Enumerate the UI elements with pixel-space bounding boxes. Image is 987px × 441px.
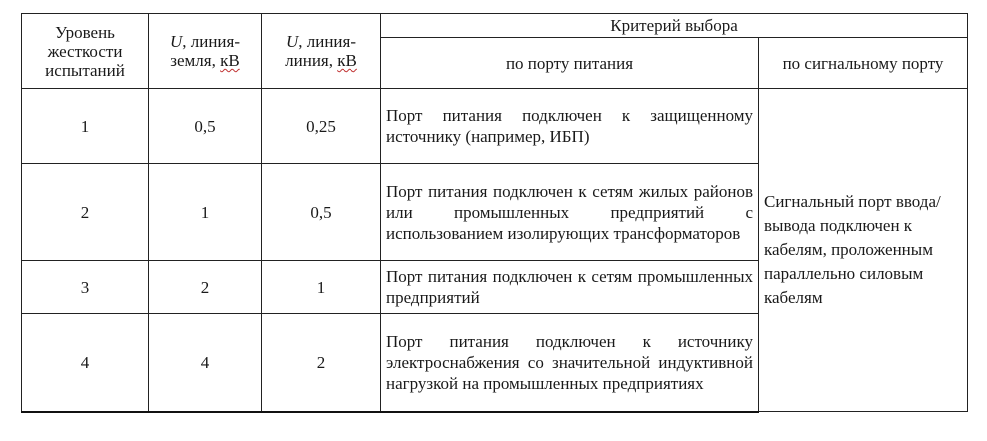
cell-level: 1 [22,89,149,164]
header-u-line-ground-symbol: U [169,32,183,51]
cell-u-line-line: 1 [262,261,381,314]
header-u-line-ground-text: , линия-земля, [170,32,241,70]
header-level: Уровень жесткости испытаний [22,14,149,89]
header-row-top [22,14,968,38]
table-row [22,89,968,164]
cell-signal-port: Сигнальный порт ввода/вывода подключен к кабелям, проложенным параллельно силовым кабелям [759,89,968,412]
cell-u-line-line: 2 [262,314,381,412]
cell-u-line-ground: 2 [149,261,262,314]
cell-level: 3 [22,261,149,314]
cell-u-line-line: 0,25 [262,89,381,164]
header-u-line-ground [149,14,262,89]
cell-power-port: Порт питания подключен к защищенному источнику (например, ИБП) [381,89,759,164]
cell-u-line-ground: 4 [149,314,262,412]
header-signal-port: по сигнальному порту [759,38,968,89]
header-u-line-line [262,14,381,89]
header-u-line-line-unit: кВ [337,51,357,70]
header-power-port: по порту питания [381,38,759,89]
test-levels-table [21,13,968,413]
cell-u-line-ground: 0,5 [149,89,262,164]
cell-level: 2 [22,164,149,261]
header-criterion: Критерий выбора [381,14,968,38]
cell-u-line-ground: 1 [149,164,262,261]
cell-level: 4 [22,314,149,412]
header-u-line-line-text: , линия-линия, [285,32,357,70]
header-u-line-line-symbol: U [285,32,299,51]
cell-u-line-line: 0,5 [262,164,381,261]
header-u-line-ground-unit: кВ [220,51,240,70]
cell-power-port: Порт питания подключен к сетям промышленных предприятий [381,261,759,314]
cell-power-port: Порт питания подключен к сетям жилых районов или промышленных предприятий с использованием изолирующих трансформаторов [381,164,759,261]
cell-power-port: Порт питания подключен к источнику электроснабжения со значительной индуктивной нагрузкой на промышленных предприятиях [381,314,759,412]
